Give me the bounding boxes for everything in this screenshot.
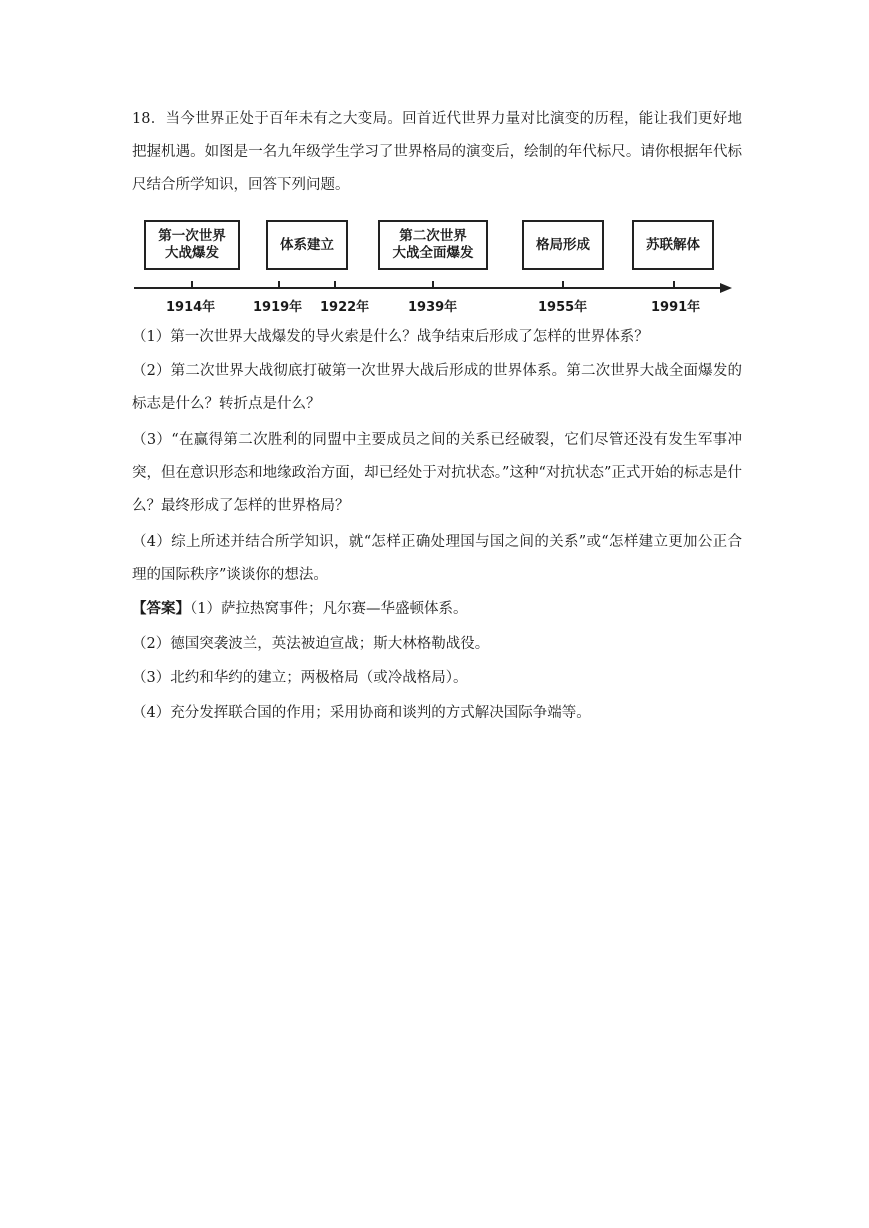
timeline-tick <box>673 281 675 288</box>
timeline-tick <box>191 281 193 288</box>
sub-question-3: （3）“在赢得第二次胜利的同盟中主要成员之间的关系已经破裂，它们尽管还没有发生军事冲突，但在意识形态和地缘政治方面，却已经处于对抗状态。”这种“对抗状态”正式开始的标志是什么？最终形成了怎样的世界格局？ <box>132 432 742 514</box>
sub-question-2: （2）第二次世界大战彻底打破第一次世界大战后形成的世界体系。第二次世界大战全面爆发的标志是什么？转折点是什么？ <box>132 363 742 412</box>
timeline-event-label: 体系建立 <box>280 236 334 253</box>
question-intro: 18．当今世界正处于百年未有之大变局。回首近代世界力量对比演变的历程，能让我们更好地把握机遇。如图是一名九年级学生学习了世界格局的演变后，绘制的年代标尺。请你根据年代标尺结合所学知识，回答下列问题。 <box>132 111 742 193</box>
answer-2: （2）德国突袭波兰，英法被迫宣战；斯大林格勒战役。 <box>132 636 490 652</box>
timeline-event-label: 大战爆发 <box>165 245 219 261</box>
answer-1: （1）萨拉热窝事件；凡尔赛—华盛顿体系。 <box>190 601 468 617</box>
timeline-tick <box>432 281 434 288</box>
timeline-event-label: 第一次世界 <box>158 228 226 244</box>
timeline-year: 1939年 <box>408 300 458 315</box>
answer-line-1 <box>132 598 467 620</box>
answer-label: 【答案】 <box>132 600 190 617</box>
answer-3: （3）北约和华约的建立；两极格局（或冷战格局）。 <box>132 670 468 686</box>
timeline-tick <box>278 281 280 288</box>
timeline-event-ww2 <box>378 220 488 270</box>
timeline-event-label: 苏联解体 <box>646 236 700 253</box>
sub-question-1: （1）第一次世界大战爆发的导火索是什么？战争结束后形成了怎样的世界体系？ <box>132 329 649 345</box>
timeline-event-pattern <box>522 220 604 270</box>
timeline-year: 1922年 <box>320 300 370 315</box>
timeline-tick <box>334 281 336 288</box>
timeline-year: 1919年 <box>253 300 303 315</box>
timeline-year: 1914年 <box>166 300 216 315</box>
timeline-tick <box>562 281 564 288</box>
timeline-year: 1955年 <box>538 300 588 315</box>
timeline-event-label: 第二次世界 <box>399 228 467 244</box>
timeline-event-system <box>266 220 348 270</box>
timeline-event-label: 大战全面爆发 <box>392 245 474 261</box>
sub-question-4: （4）综上所述并结合所学知识，就“怎样正确处理国与国之间的关系”或“怎样建立更加公正合理的国际秩序”谈谈你的想法。 <box>132 534 742 583</box>
answer-4: （4）充分发挥联合国的作用；采用协商和谈判的方式解决国际争端等。 <box>132 705 591 721</box>
timeline-event-ww1 <box>144 220 240 270</box>
timeline-event-label: 格局形成 <box>536 236 590 253</box>
timeline-event-ussr <box>632 220 714 270</box>
timeline-year: 1991年 <box>651 300 701 315</box>
timeline-arrow-icon <box>720 283 732 293</box>
timeline-chart <box>128 214 738 320</box>
timeline-axis <box>134 287 722 289</box>
